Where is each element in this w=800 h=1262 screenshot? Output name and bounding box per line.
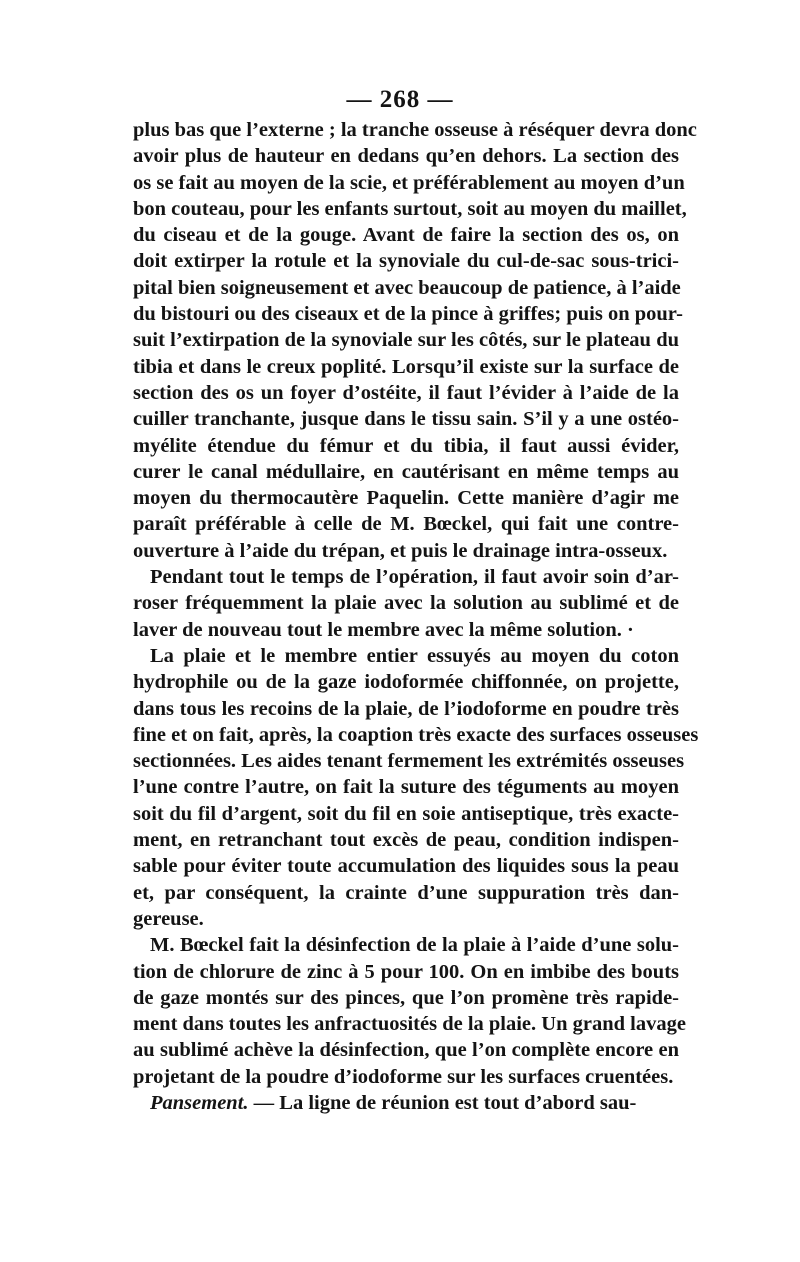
text-line: roser fréquemment la plaie avec la solution au sublimé et de <box>133 592 679 615</box>
text-line: soit du fil d’argent, soit du fil en soie antiseptique, très exacte- <box>133 802 679 825</box>
text-line: M. Bœckel fait la désinfection de la plaie à l’aide d’une solu- <box>150 934 679 957</box>
text-line-content: — La ligne de réunion est tout d’abord sau- <box>248 1091 637 1114</box>
text-line: moyen du thermocautère Paquelin. Cette manière d’agir me <box>133 487 679 510</box>
section-heading: Pansement. <box>150 1091 249 1114</box>
text-line: curer le canal médullaire, en cautérisant en même temps au <box>133 460 679 483</box>
text-line: section des os un foyer d’ostéite, il faut l’évider à l’aide de la <box>133 381 679 404</box>
text-line: hydrophile ou de la gaze iodoformée chiffonnée, on projette, <box>133 671 679 694</box>
text-line: avoir plus de hauteur en dedans qu’en dehors. La section des <box>133 145 679 168</box>
text-line: Pendant tout le temps de l’opération, il faut avoir soin d’ar- <box>150 566 679 589</box>
text-line: tion de chlorure de zinc à 5 pour 100. On en imbibe des bouts <box>133 960 679 983</box>
text-line: La plaie et le membre entier essuyés au moyen du coton <box>150 644 679 667</box>
page-number: — 268 — <box>346 86 454 113</box>
text-line: pital bien soigneusement et avec beaucoup de patience, à l’aide <box>133 276 681 299</box>
text-line: ment, en retranchant tout excès de peau, condition indispen- <box>133 829 679 852</box>
text-line: dans tous les recoins de la plaie, de l’iodoforme en poudre très <box>133 697 679 720</box>
text-line: de gaze montés sur des pinces, que l’on promène très rapide- <box>133 986 679 1009</box>
text-line: suit l’extirpation de la synoviale sur les côtés, sur le plateau du <box>133 329 679 352</box>
text-line: doit extirper la rotule et la synoviale du cul-de-sac sous-trici- <box>133 250 679 273</box>
text-line: myélite étendue du fémur et du tibia, il faut aussi évider, <box>133 434 679 457</box>
text-line: tibia et dans le creux poplité. Lorsqu’il existe sur la surface de <box>133 355 679 378</box>
text-line: fine et on fait, après, la coaption très exacte des surfaces osseuses <box>133 723 699 746</box>
text-line: bon couteau, pour les enfants surtout, soit au moyen du maillet, <box>133 197 687 220</box>
body-text <box>133 117 699 1116</box>
text-line: paraît préférable à celle de M. Bœckel, qui fait une contre- <box>133 513 679 536</box>
text-line: os se fait au moyen de la scie, et préférablement au moyen d’un <box>133 171 685 194</box>
text-line: au sublimé achève la désinfection, que l’on complète encore en <box>133 1039 679 1062</box>
text-line: l’une contre l’autre, on fait la suture des téguments au moyen <box>133 776 679 799</box>
text-line: gereuse. <box>133 907 204 930</box>
text-line: cuiller tranchante, jusque dans le tissu sain. S’il y a une ostéo- <box>133 408 679 431</box>
text-line: sable pour éviter toute accumulation des liquides sous la peau <box>133 855 679 878</box>
text-line: projetant de la poudre d’iodoforme sur les surfaces cruentées. <box>133 1065 674 1088</box>
text-line: et, par conséquent, la crainte d’une suppuration très dan- <box>133 881 679 904</box>
text-line: sectionnées. Les aides tenant fermement les extrémités osseuses <box>133 750 685 773</box>
text-line: laver de nouveau tout le membre avec la même solution. · <box>133 618 634 641</box>
text-line: du ciseau et de la gouge. Avant de faire la section des os, on <box>133 224 679 247</box>
text-line: du bistouri ou des ciseaux et de la pince à griffes; puis on pour- <box>133 303 683 326</box>
text-line: plus bas que l’externe ; la tranche osseuse à réséquer devra donc <box>133 119 697 141</box>
text-line: ouverture à l’aide du trépan, et puis le drainage intra-osseux. <box>133 539 668 562</box>
text-line <box>133 1090 679 1116</box>
text-line: ment dans toutes les anfractuosités de la plaie. Un grand lavage <box>133 1013 686 1036</box>
